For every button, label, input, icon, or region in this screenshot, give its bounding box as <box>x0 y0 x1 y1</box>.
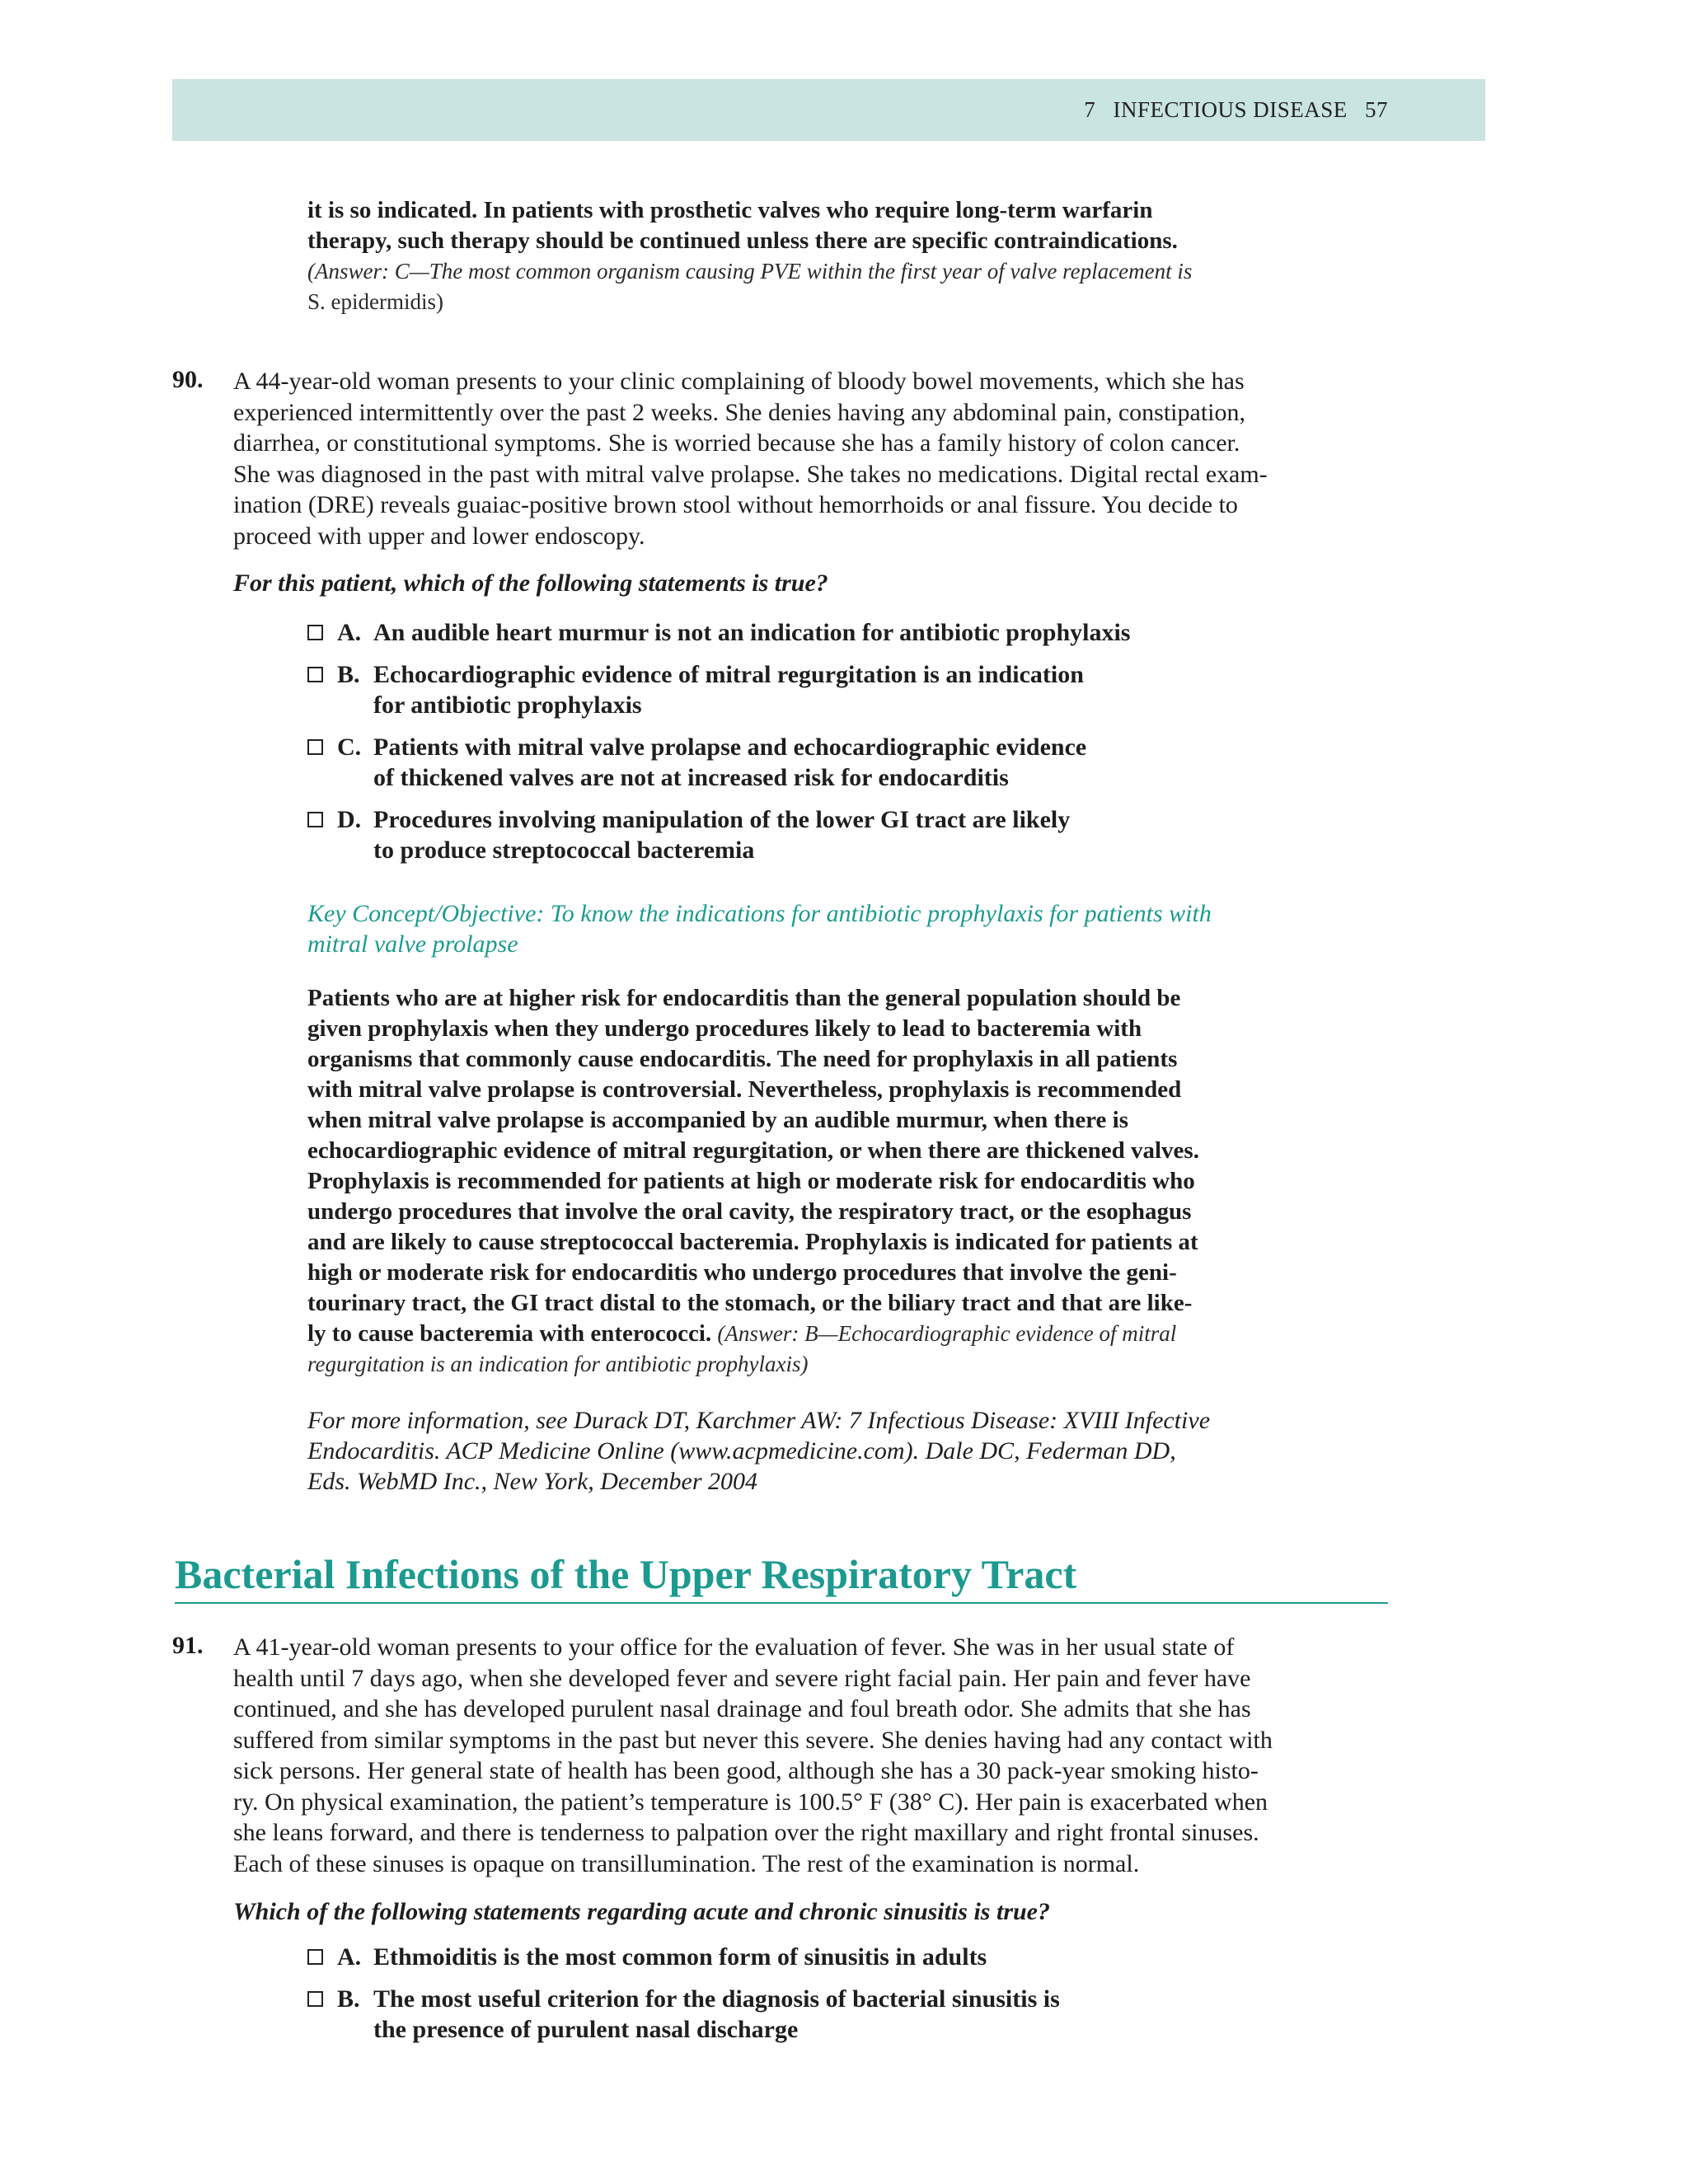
option-text: for antibiotic prophylaxis <box>373 691 642 719</box>
option-text: Procedures involving manipulation of the lower GI tract are likely <box>373 806 1071 833</box>
question-number: 90. <box>172 366 204 393</box>
option-letter: C. <box>337 733 362 761</box>
text-line: undergo procedures that involve the oral cavity, the respiratory tract, or the esophagus <box>307 1198 1192 1225</box>
option-text: the presence of purulent nasal discharge <box>373 2016 799 2043</box>
text-line: Each of these sinuses is opaque on transillumination. The rest of the examination is normal. <box>233 1849 1140 1877</box>
answer-option-a[interactable] <box>307 617 1296 650</box>
question-stem <box>233 366 1389 551</box>
text-line: experienced intermittently over the past 2 weeks. She denies having any abdominal pain, constipation, <box>233 398 1245 426</box>
checkbox-icon[interactable] <box>307 739 323 755</box>
text-line: given prophylaxis when they undergo procedures likely to lead to bacteremia with <box>307 1015 1142 1042</box>
answer-option-c[interactable] <box>307 732 1296 794</box>
answer-line: regurgitation is an indication for antibiotic prophylaxis) <box>307 1352 809 1376</box>
text-line: sick persons. Her general state of health has been good, although she has a 30 pack-year smoking histo- <box>233 1757 1259 1784</box>
key-concept <box>307 898 1288 959</box>
option-letter: D. <box>337 806 362 833</box>
text-line: Prophylaxis is recommended for patients at high or moderate risk for endocarditis who <box>307 1168 1195 1194</box>
checkbox-icon[interactable] <box>307 667 323 682</box>
section-heading: Bacterial Infections of the Upper Respiratory Tract <box>175 1549 1388 1604</box>
text-line: when mitral valve prolapse is accompanied by an audible murmur, when there is <box>307 1107 1128 1133</box>
option-letter: A. <box>337 1943 362 1971</box>
option-text: of thickened valves are not at increased risk for endocarditis <box>373 764 1009 791</box>
text-line: Endocarditis. ACP Medicine Online (www.acpmedicine.com). Dale DC, Federman DD, <box>307 1437 1176 1465</box>
answer-line: (Answer: B—Echocardiographic evidence of mitral <box>717 1321 1177 1346</box>
chapter-title: INFECTIOUS DISEASE <box>1113 97 1348 122</box>
answer-line <box>307 287 1280 317</box>
running-header-text <box>1072 97 1388 123</box>
text-line: ry. On physical examination, the patient’s temperature is 100.5° F (38° C). Her pain is exacerbated when <box>233 1788 1268 1816</box>
answer-option-b[interactable] <box>307 1984 1296 2046</box>
answer-organism: S. epidermidis) <box>307 289 443 314</box>
text-line: health until 7 days ago, when she developed fever and severe right facial pain. Her pain and fever have <box>233 1664 1251 1692</box>
text-line: echocardiographic evidence of mitral regurgitation, or when there are thickened valves. <box>307 1137 1199 1164</box>
checkbox-icon[interactable] <box>307 1991 323 2007</box>
running-header <box>172 79 1485 141</box>
text-line: Key Concept/Objective: To know the indications for antibiotic prophylaxis for patients with <box>307 900 1212 927</box>
checkbox-icon[interactable] <box>307 625 323 640</box>
explanation-last-line: ly to cause bacteremia with enterococci. <box>307 1320 712 1347</box>
explanation-paragraph <box>307 983 1280 1380</box>
page-number: 57 <box>1365 97 1388 122</box>
question-prompt: For this patient, which of the following statements is true? <box>233 569 828 597</box>
option-text: The most useful criterion for the diagnosis of bacterial sinusitis is <box>373 1985 1060 2013</box>
carryover-paragraph <box>307 195 1280 317</box>
text-line: with mitral valve prolapse is controversial. Nevertheless, prophylaxis is recommended <box>307 1076 1182 1103</box>
text-line: Eds. WebMD Inc., New York, December 2004 <box>307 1468 758 1495</box>
answer-option-d[interactable] <box>307 804 1296 867</box>
option-text: Patients with mitral valve prolapse and echocardiographic evidence <box>373 733 1087 761</box>
text-line <box>307 1319 1280 1349</box>
option-text: Ethmoiditis is the most common form of sinusitis in adults <box>373 1943 987 1971</box>
answer-option-b[interactable] <box>307 659 1296 722</box>
answer-option-a[interactable] <box>307 1942 1296 1975</box>
text-line: and are likely to cause streptococcal bacteremia. Prophylaxis is indicated for patients at <box>307 1229 1198 1255</box>
text-line: She was diagnosed in the past with mitral valve prolapse. She takes no medications. Digital rectal exam- <box>233 460 1268 488</box>
option-letter: B. <box>337 661 360 688</box>
text-line: Patients who are at higher risk for endocarditis than the general population should be <box>307 985 1181 1011</box>
chapter-number: 7 <box>1084 97 1096 122</box>
reference-note <box>307 1405 1296 1497</box>
option-text: Echocardiographic evidence of mitral regurgitation is an indication <box>373 661 1084 688</box>
checkbox-icon[interactable] <box>307 1949 323 1965</box>
text-line: For more information, see Durack DT, Karchmer AW: 7 Infectious Disease: XVIII Infective <box>307 1407 1211 1434</box>
text-line: ination (DRE) reveals guaiac-positive brown stool without hemorrhoids or anal fissure. You decide to <box>233 491 1238 518</box>
text-line: A 41-year-old woman presents to your office for the evaluation of fever. She was in her usual state of <box>233 1633 1235 1661</box>
answer-line: (Answer: C—The most common organism causing PVE within the first year of valve replacement is <box>307 259 1193 284</box>
text-line: she leans forward, and there is tenderness to palpation over the right maxillary and right frontal sinuses. <box>233 1819 1259 1846</box>
text-line: it is so indicated. In patients with prosthetic valves who require long-term warfarin <box>307 197 1153 223</box>
text-line: organisms that commonly cause endocarditis. The need for prophylaxis in all patients <box>307 1046 1178 1072</box>
question-number: 91. <box>172 1632 204 1659</box>
text-line: diarrhea, or constitutional symptoms. She is worried because she has a family history of colon cancer. <box>233 429 1240 457</box>
option-text: An audible heart murmur is not an indication for antibiotic prophylaxis <box>373 619 1131 646</box>
text-line: high or moderate risk for endocarditis who undergo procedures that involve the geni- <box>307 1259 1177 1286</box>
text-line: mitral valve prolapse <box>307 930 518 958</box>
question-prompt: Which of the following statements regarding acute and chronic sinusitis is true? <box>233 1898 1050 1925</box>
text-line: tourinary tract, the GI tract distal to the stomach, or the biliary tract and that are like- <box>307 1290 1193 1316</box>
question-stem <box>233 1632 1389 1879</box>
text-line: suffered from similar symptoms in the past but never this severe. She denies having had any contact with <box>233 1726 1273 1754</box>
text-line: therapy, such therapy should be continued unless there are specific contraindications. <box>307 227 1178 254</box>
text-line: continued, and she has developed purulent nasal drainage and foul breath odor. She admits that she has <box>233 1695 1251 1722</box>
option-text: to produce streptococcal bacteremia <box>373 837 755 864</box>
checkbox-icon[interactable] <box>307 812 323 827</box>
option-letter: A. <box>337 619 362 646</box>
option-letter: B. <box>337 1985 360 2013</box>
text-line: A 44-year-old woman presents to your clinic complaining of bloody bowel movements, which she has <box>233 368 1245 395</box>
text-line: proceed with upper and lower endoscopy. <box>233 522 645 550</box>
